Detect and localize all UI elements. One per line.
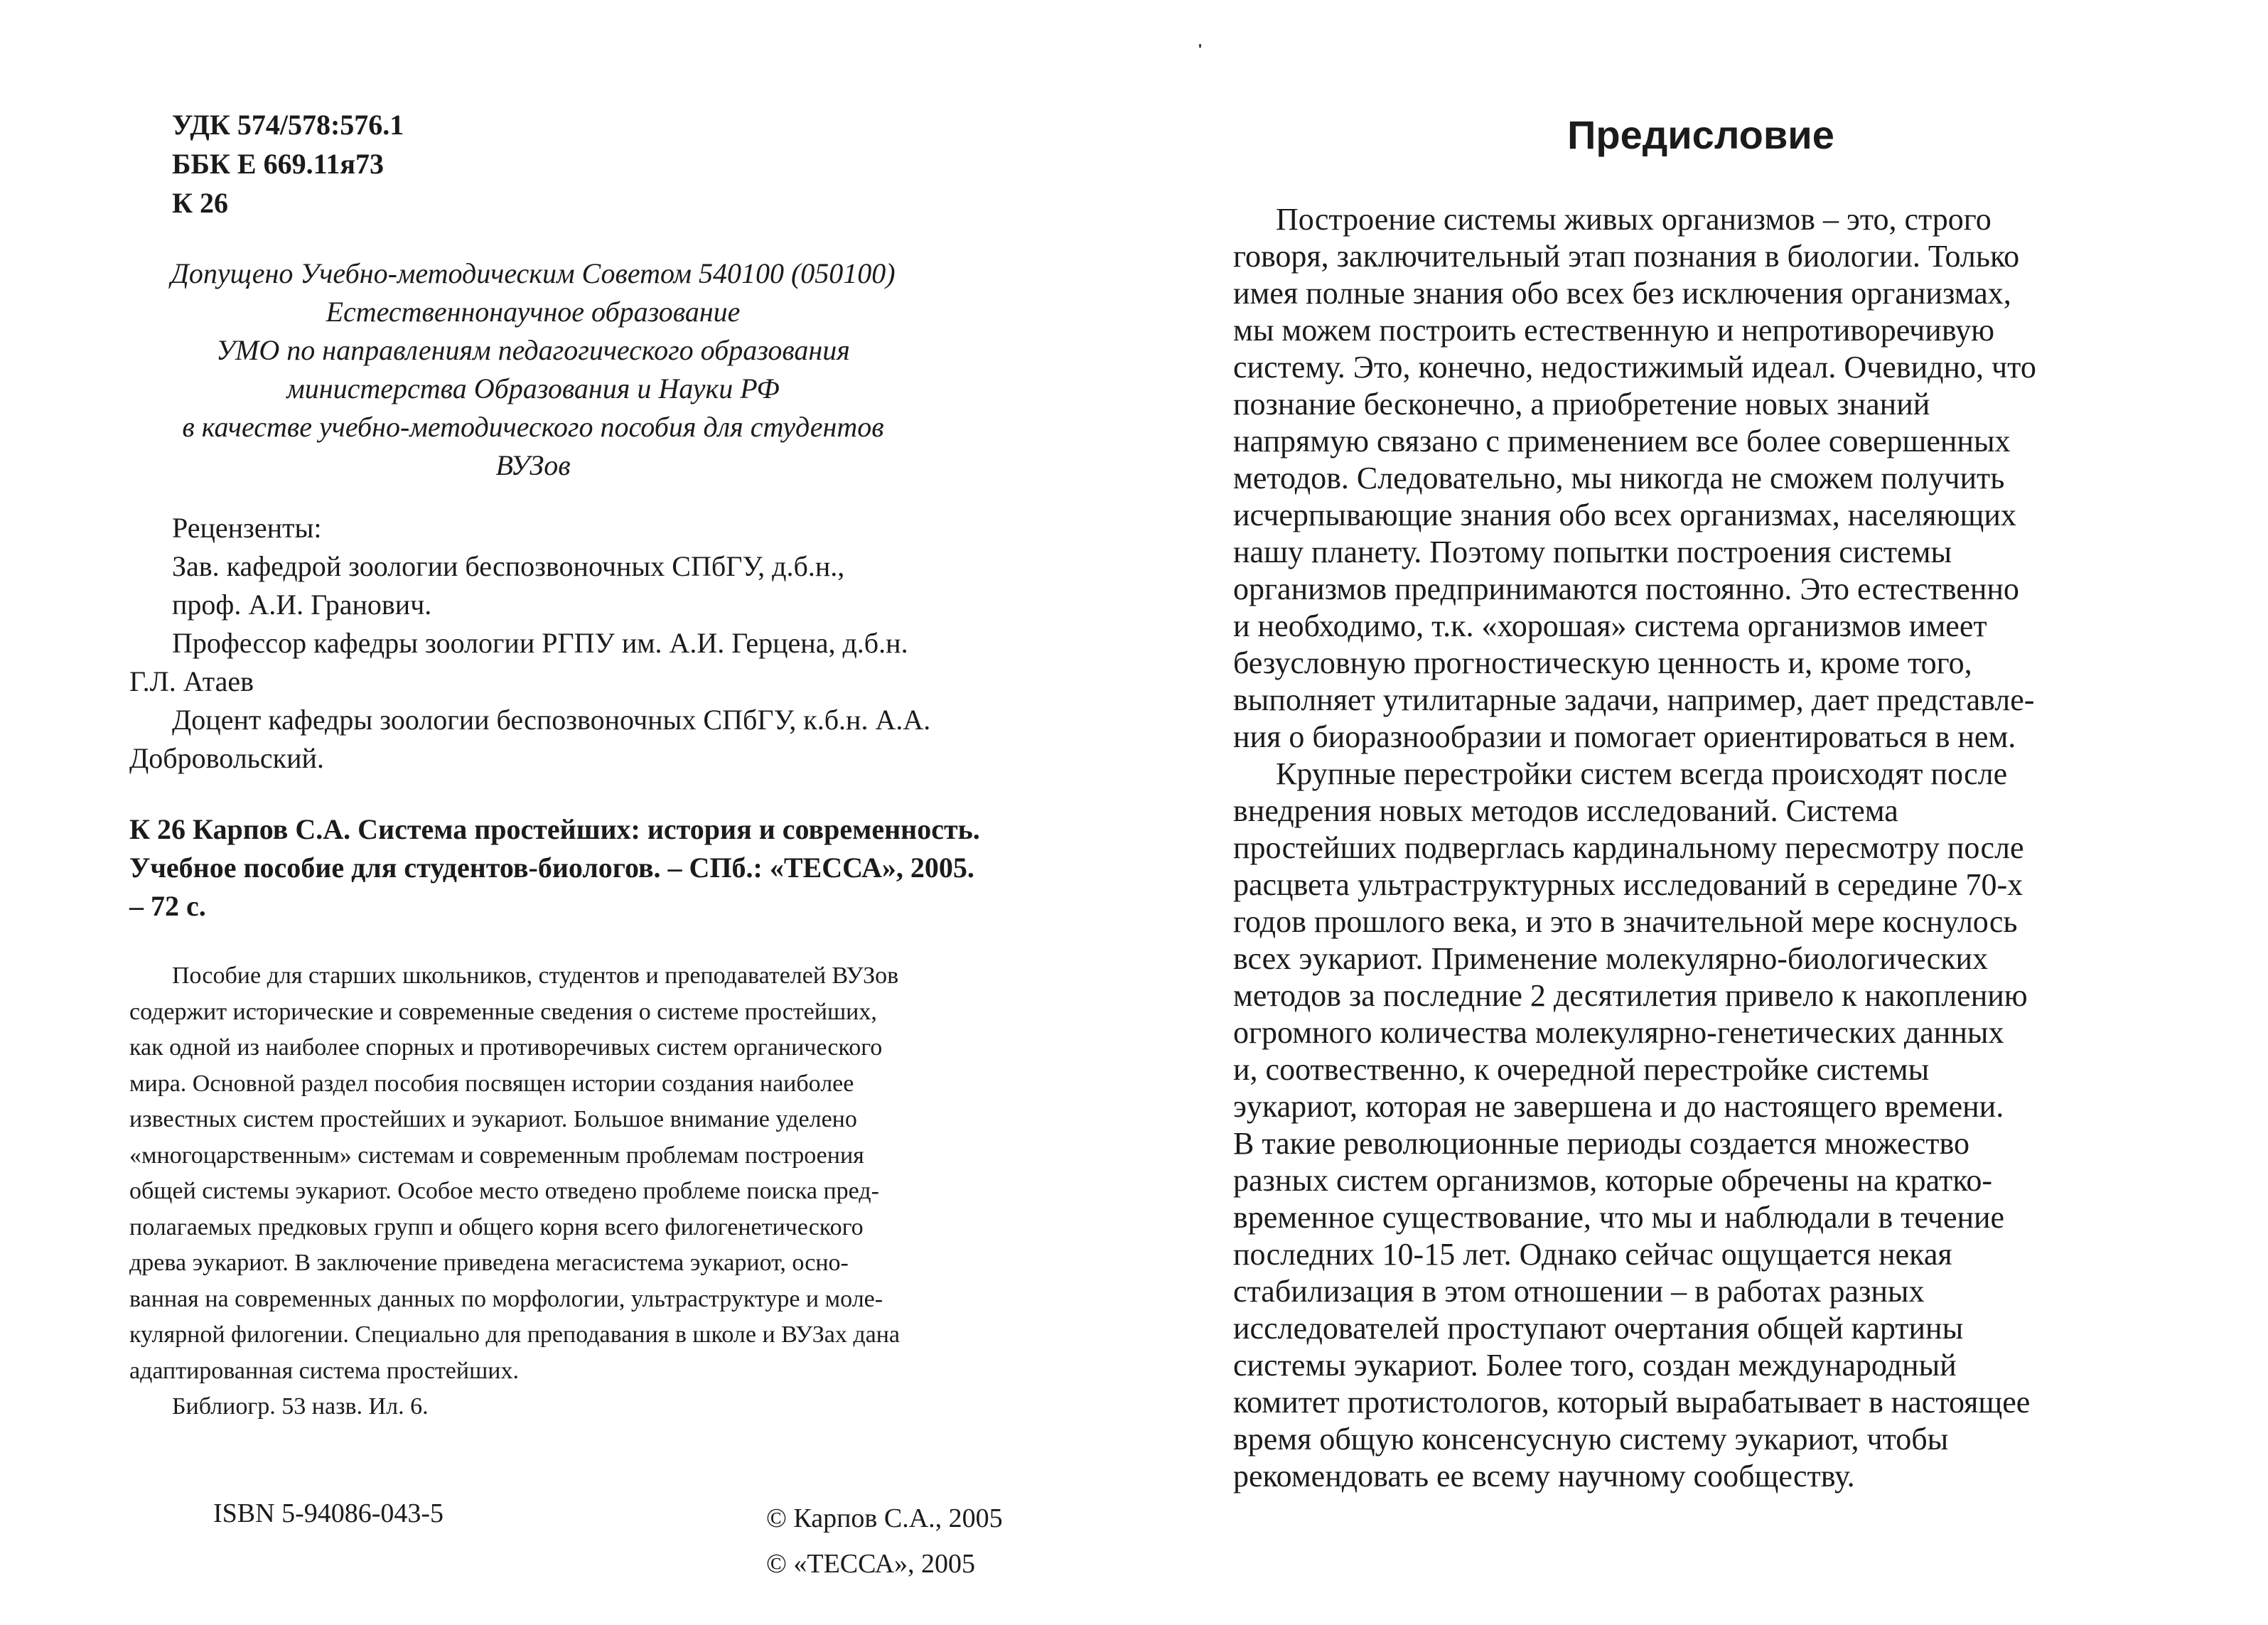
copyright-line: © Карпов С.А., 2005: [766, 1503, 1003, 1533]
abstract-line: известных систем простейших и эукариот. Большое внимание уделено: [129, 1106, 857, 1132]
preface-line: познание бесконечно, а приобретение новых знаний: [1233, 387, 1930, 422]
preface-line: временное существование, что мы и наблюдали в течение: [1233, 1200, 2005, 1235]
preface-line: исчерпывающие знания обо всех организмах, населяющих: [1233, 498, 2016, 532]
preface-line: ния о биоразнообразии и помогает ориентироваться в нем.: [1233, 719, 2016, 754]
preface-line: имея полные знания обо всех без исключения организмах,: [1233, 276, 2011, 311]
preface-line: исследователей проступают очертания общей картины: [1233, 1311, 1964, 1346]
preface-line: напрямую связано с применением все более совершенных: [1233, 424, 2011, 458]
preface-line: и, соотвественно, к очередной перестройке системы: [1233, 1052, 1930, 1087]
preface-line: говоря, заключительный этап познания в биологии. Только: [1233, 239, 2020, 274]
reviewer-line: Зав. кафедрой зоологии беспозвоночных СПбГУ, д.б.н.,: [172, 550, 845, 582]
classification-codes: [172, 105, 404, 222]
reviewer-line: Доцент кафедры зоологии беспозвоночных СПбГУ, к.б.н. А.А.: [172, 704, 931, 736]
bibliographic-line: Учебное пособие для студентов-биологов. – СПб.: «ТЕССА», 2005.: [129, 852, 974, 884]
abstract-line: древа эукариот. В заключение приведена мегасистема эукариот, осно-: [129, 1250, 849, 1276]
preface-line: Построение системы живых организмов – это, строго: [1276, 202, 1992, 237]
reviewers-block: [129, 509, 1053, 778]
approval-line: ВУЗов: [495, 449, 571, 481]
approval-line: Естественнонаучное образование: [326, 296, 741, 328]
preface-line: системы эукариот. Более того, создан международный: [1233, 1348, 1957, 1383]
isbn: ISBN 5-94086-043-5: [213, 1498, 444, 1528]
approval-line: министерства Образования и Науки РФ: [286, 372, 780, 404]
preface-line: систему. Это, конечно, недостижимый идеал. Очевидно, что: [1233, 350, 2036, 385]
preface-title: Предисловие: [1567, 112, 1834, 157]
preface-line: эукариот, которая не завершена и до настоящего времени.: [1233, 1089, 2004, 1124]
approval-line: в качестве учебно-методического пособия для студентов: [182, 411, 884, 443]
bibliographic-record: [129, 810, 1053, 926]
approval-line: УМО по направлениям педагогического образования: [216, 334, 850, 366]
preface-line: организмов предпринимаются постоянно. Это естественно: [1233, 572, 2019, 606]
bibliographic-line: К 26 Карпов С.А. Система простейших: история и современность.: [129, 813, 980, 845]
preface-line: методов за последние 2 десятилетия привело к накоплению: [1233, 978, 2028, 1013]
preface-line: мы можем построить естественную и непротиворечивую: [1233, 313, 1994, 348]
abstract-line: содержит исторические и современные сведения о системе простейших,: [129, 998, 877, 1025]
preface-line: рекомендовать ее всему научному сообществу.: [1233, 1459, 1855, 1493]
bbk-code: ББК Е 669.11я73: [172, 148, 385, 180]
abstract: [129, 958, 1053, 1425]
approval-line: Допущено Учебно-методическим Советом 540100 (050100): [171, 257, 896, 289]
preface-line: Крупные перестройки систем всегда происходят после: [1276, 756, 2008, 791]
udk-code: УДК 574/578:576.1: [172, 109, 404, 141]
abstract-line: «многоцарственным» системам и современным проблемам построения: [129, 1142, 864, 1169]
copyright-line: © «ТЕССА», 2005: [766, 1549, 976, 1579]
preface-line: выполняет утилитарные задачи, например, дает представле-: [1233, 682, 2035, 717]
preface-line: всех эукариот. Применение молекулярно-биологических: [1233, 941, 1989, 976]
preface-line: время общую консенсусную систему эукариот, чтобы: [1233, 1422, 1949, 1457]
preface-line: безусловную прогностическую ценность и, кроме того,: [1233, 645, 1972, 680]
copyright-block: [766, 1496, 1003, 1587]
author-mark: К 26: [172, 187, 229, 219]
preface-line: последних 10-15 лет. Однако сейчас ощущается некая: [1233, 1237, 1952, 1272]
abstract-line: мира. Основной раздел пособия посвящен истории создания наиболее: [129, 1070, 854, 1097]
preface-line: расцвета ультраструктурных исследований в середине 70-х: [1233, 867, 2024, 902]
bibliographic-line: – 72 с.: [129, 890, 206, 922]
preface-body: [1233, 201, 2214, 1495]
reviewer-line: Профессор кафедры зоологии РГПУ им. А.И. Герцена, д.б.н.: [172, 627, 908, 659]
abstract-line: адаптированная система простейших.: [129, 1357, 519, 1384]
preface-page: [1134, 0, 2268, 1625]
reviewer-line: Добровольский.: [129, 742, 324, 774]
abstract-line: общей системы эукариот. Особое место отведено проблеме поиска пред-: [129, 1178, 879, 1204]
preface-line: В такие революционные периоды создается множество: [1233, 1126, 1969, 1161]
reviewer-line: Г.Л. Атаев: [129, 665, 254, 697]
preface-line: простейших подверглась кардинальному пересмотру после: [1233, 830, 2024, 865]
preface-line: комитет протистологов, который вырабатывает в настоящее: [1233, 1385, 2031, 1420]
reviewers-heading: Рецензенты:: [172, 512, 322, 544]
reviewer-line: проф. А.И. Гранович.: [172, 589, 432, 621]
bibliography-note: Библиогр. 53 назв. Ил. 6.: [172, 1393, 429, 1420]
abstract-line: ванная на современных данных по морфологии, ультраструктуре и моле-: [129, 1285, 883, 1312]
preface-line: нашу планету. Поэтому попытки построения системы: [1233, 535, 1952, 569]
preface-line: огромного количества молекулярно-генетических данных: [1233, 1015, 2004, 1050]
abstract-line: Пособие для старших школьников, студентов и преподавателей ВУЗов: [172, 962, 899, 989]
approval-statement: [146, 254, 920, 485]
preface-line: методов. Следовательно, мы никогда не сможем получить: [1233, 461, 2005, 495]
preface-line: разных систем организмов, которые обречены на кратко-: [1233, 1163, 1993, 1198]
preface-line: внедрения новых методов исследований. Система: [1233, 793, 1898, 828]
abstract-line: как одной из наиболее спорных и противоречивых систем органического: [129, 1034, 883, 1061]
abstract-line: кулярной филогении. Специально для преподавания в школе и ВУЗах дана: [129, 1321, 901, 1348]
preface-line: годов прошлого века, и это в значительной мере коснулось: [1233, 904, 2018, 939]
abstract-line: полагаемых предковых групп и общего корня всего филогенетического: [129, 1213, 864, 1240]
preface-line: и необходимо, т.к. «хорошая» система организмов имеет: [1233, 608, 1987, 643]
preface-line: стабилизация в этом отношении – в работах разных: [1233, 1274, 1925, 1309]
